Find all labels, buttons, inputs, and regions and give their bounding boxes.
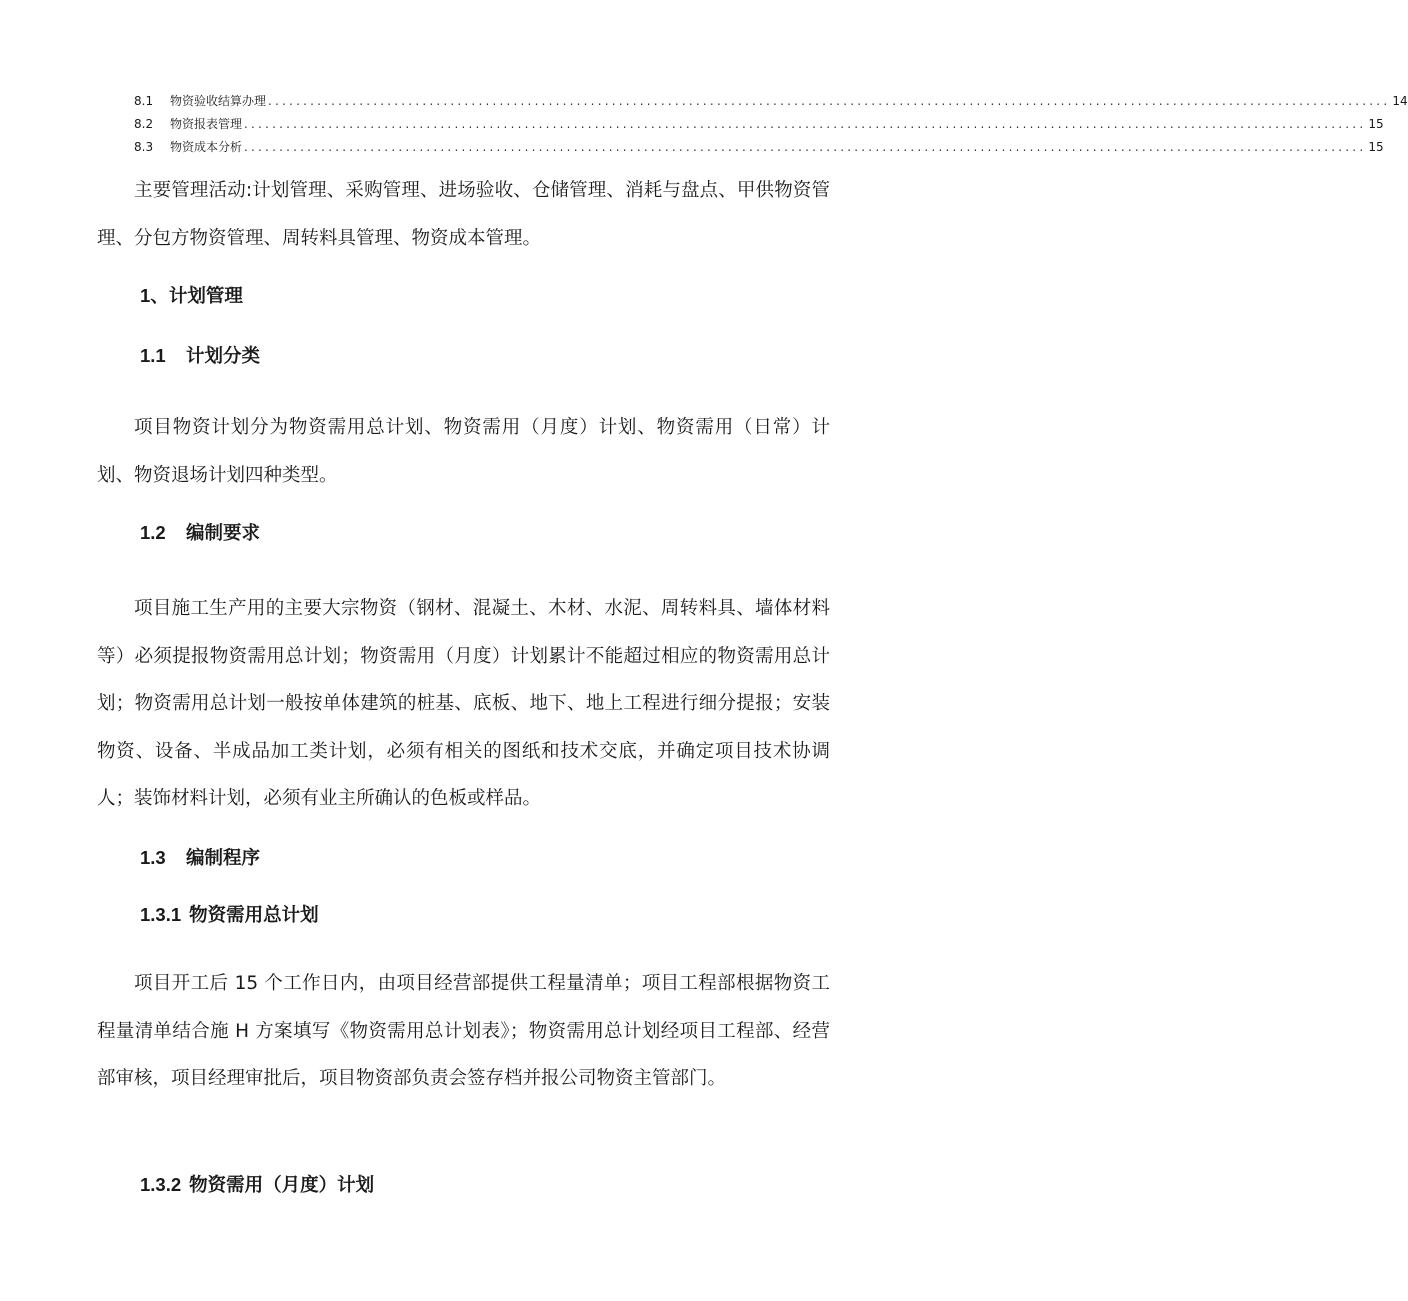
toc-entry[interactable] xyxy=(134,136,1384,159)
section-number: 1.3.2 xyxy=(140,1174,182,1195)
section-title: 编制程序 xyxy=(186,848,261,869)
section-number: 1.1 xyxy=(140,345,166,366)
toc-dot-leader: ................................................................................................................................................................ xyxy=(268,94,1391,108)
section-number: 1.3.1 xyxy=(140,904,182,925)
toc-entry-page: 15 xyxy=(1368,140,1384,154)
toc-entry-title: 物资报表管理 xyxy=(170,117,243,131)
section-title: 计划管理 xyxy=(168,286,243,307)
intro-paragraph: 主要管理活动:计划管理、采购管理、进场验收、仓储管理、消耗与盘点、甲供物资管理、分包方物资管理、周转料具管理、物资成本管理。 xyxy=(97,180,830,249)
section-title: 计划分类 xyxy=(186,346,261,367)
toc-entry-page: 14 xyxy=(1392,94,1408,108)
paragraph-plan-types: 项目物资计划分为物资需用总计划、物资需用（月度）计划、物资需用（日常）计划、物资退场计划四种类型。 xyxy=(97,417,830,486)
toc-dot-leader: ................................................................................................................................................................ xyxy=(244,140,1367,154)
toc-entry-number: 8.2 xyxy=(134,117,154,131)
section-heading-1-2 xyxy=(140,518,260,549)
toc-entry-number: 8.3 xyxy=(134,140,154,154)
paragraph-requirements: 项目施工生产用的主要大宗物资（钢材、混凝土、木材、水泥、周转料具、墙体材料等）必须提报物资需用总计划；物资需用（月度）计划累计不能超过相应的物资需用总计划；物资需用总计划一般按单体建筑的桩基、底板、地下、地上工程进行细分提报；安装物资、设备、半成品加工类计划，必须有相关的图纸和技术交底，并确定项目技术协调人；装饰材料计划，必须有业主所确认的色板或样品。 xyxy=(97,598,830,809)
table-of-contents xyxy=(134,90,1408,159)
toc-dot-leader: ................................................................................................................................................................ xyxy=(244,117,1367,131)
section-heading-1-3-1 xyxy=(140,900,319,931)
toc-entry-title: 物资验收结算办理 xyxy=(170,94,267,108)
section-number: 1 xyxy=(140,285,151,306)
toc-entry-title: 物资成本分析 xyxy=(170,140,243,154)
toc-entry[interactable] xyxy=(134,90,1408,113)
section-heading-1-3-2 xyxy=(140,1170,374,1201)
toc-entry[interactable] xyxy=(134,113,1384,136)
section-title: 物资需用（月度）计划 xyxy=(189,1175,375,1196)
section-number: 1.2 xyxy=(140,522,166,543)
paragraph-total-plan: 项目开工后 15 个工作日内，由项目经营部提供工程量清单；项目工程部根据物资工程量清单结合施 H 方案填写《物资需用总计划表》；物资需用总计划经项目工程部、经营部审核，项目经理审批后，项目物资部负责会签存档并报公司物资主管部门。 xyxy=(97,973,830,1089)
section-separator: 、 xyxy=(150,286,169,307)
section-heading-1-3 xyxy=(140,843,260,874)
section-heading-1-1 xyxy=(140,341,260,372)
section-title: 物资需用总计划 xyxy=(189,905,319,926)
toc-entry-number: 8.1 xyxy=(134,94,154,108)
section-heading-1 xyxy=(140,281,243,312)
section-number: 1.3 xyxy=(140,847,166,868)
section-title: 编制要求 xyxy=(186,523,261,544)
toc-entry-page: 15 xyxy=(1368,117,1384,131)
